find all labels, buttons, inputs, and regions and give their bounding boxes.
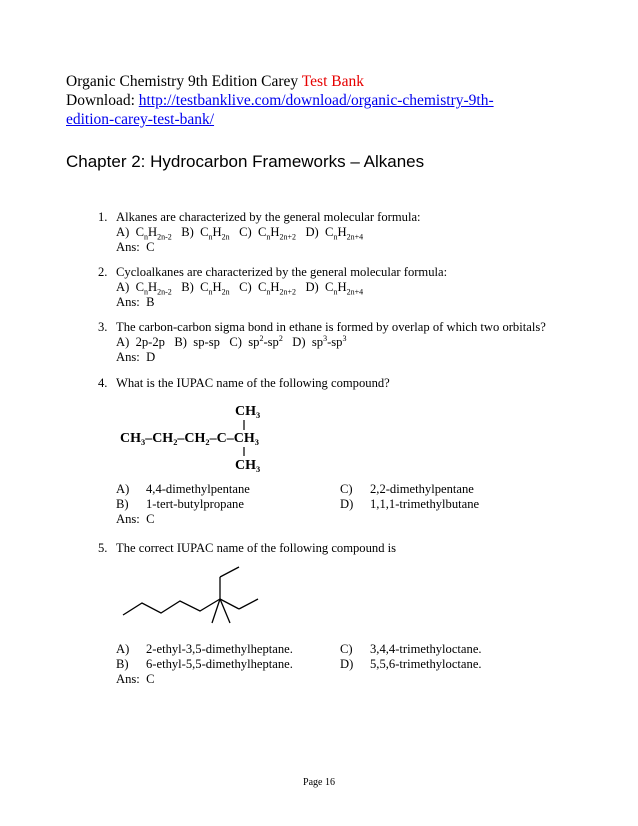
answer: Ans: C xyxy=(116,240,155,254)
question-number: 3. xyxy=(98,320,108,334)
option-text: 3,4,4-trimethyloctane. xyxy=(370,642,482,656)
option-text: 2-ethyl-3,5-dimethylheptane. xyxy=(146,642,293,656)
header-line1 xyxy=(66,72,586,91)
header-test-bank: Test Bank xyxy=(301,73,364,90)
question-options: A) $C_nH_{2n-2}$ B) $C_nH_{2n}$ C) $C_nH_{2n+2}$ D) $C_nH_{2n+4}$ xyxy=(116,280,364,297)
question-number: 1. xyxy=(98,210,108,224)
option-letter: B) xyxy=(116,497,129,511)
option-letter: C) xyxy=(340,642,353,656)
branch-methyl xyxy=(220,599,230,623)
page-number: Page 16 xyxy=(303,777,335,788)
question-text: The correct IUPAC name of the following compound is xyxy=(116,541,397,555)
question-2 xyxy=(98,265,447,310)
option-text: 2,2-dimethylpentane xyxy=(370,482,474,496)
question-text: What is the IUPAC name of the following compound? xyxy=(116,376,390,390)
document-header xyxy=(66,72,586,129)
option-letter: D) xyxy=(340,497,354,511)
question-5 xyxy=(98,541,396,556)
option-letter: A) xyxy=(116,642,130,656)
q5-options xyxy=(116,642,536,690)
question-options: A) $C_nH_{2n-2}$ B) $C_nH_{2n}$ C) $C_nH_{2n+2}$ D) $C_nH_{2n+4}$ xyxy=(116,225,364,242)
branch-ethyl xyxy=(220,567,239,577)
question-text: Alkanes are characterized by the general molecular formula: xyxy=(116,210,421,224)
download-link-continued[interactable]: edition-carey-test-bank/ xyxy=(66,111,215,128)
question-3 xyxy=(98,320,546,365)
option-letter: C) xyxy=(340,482,353,496)
main-chain: CH₃–CH₂–CH₂–C–CH₃ xyxy=(120,431,259,446)
bottom-methyl: CH₃ xyxy=(235,458,261,472)
compound-structure-q5 xyxy=(118,565,268,635)
header-line2 xyxy=(66,91,586,110)
option-text: 6-ethyl-5,5-dimethylheptane. xyxy=(146,657,293,671)
option-text: 5,5,6-trimethyloctane. xyxy=(370,657,482,671)
answer: Ans: B xyxy=(116,295,155,309)
question-number: 4. xyxy=(98,376,108,390)
option-letter: B) xyxy=(116,657,129,671)
question-number: 2. xyxy=(98,265,108,279)
option-text: 4,4-dimethylpentane xyxy=(146,482,250,496)
question-options: A) 2p-2p B) sp-sp C) $sp^2-sp^2$ D) $sp^3-sp^3$ xyxy=(116,333,347,349)
question-text: Cycloalkanes are characterized by the general molecular formula: xyxy=(116,265,448,279)
option-letter: D) xyxy=(340,657,354,671)
main-chain-skeleton xyxy=(123,599,220,615)
question-text: The carbon-carbon sigma bond in ethane is formed by overlap of which two orbitals? xyxy=(116,320,546,334)
download-link[interactable]: http://testbanklive.com/download/organic-chemistry-9th- xyxy=(138,92,494,109)
question-1 xyxy=(98,210,421,255)
answer: Ans: C xyxy=(116,512,155,526)
option-text: 1,1,1-trimethylbutane xyxy=(370,497,480,511)
bond-chain-end xyxy=(239,599,258,609)
q4-options xyxy=(116,482,516,530)
chapter-title: Chapter 2: Hydrocarbon Frameworks – Alkanes xyxy=(66,152,425,171)
question-4 xyxy=(98,376,390,391)
top-methyl: CH₃ xyxy=(235,404,261,419)
option-letter: A) xyxy=(116,482,130,496)
download-label: Download: xyxy=(66,92,139,109)
answer: Ans: C xyxy=(116,672,155,686)
option-text: 1-tert-butylpropane xyxy=(146,497,244,511)
question-number: 5. xyxy=(98,541,108,555)
header-title: Organic Chemistry 9th Edition Carey xyxy=(66,73,302,90)
answer: Ans: D xyxy=(116,350,156,364)
compound-structure-q4 xyxy=(118,398,298,472)
